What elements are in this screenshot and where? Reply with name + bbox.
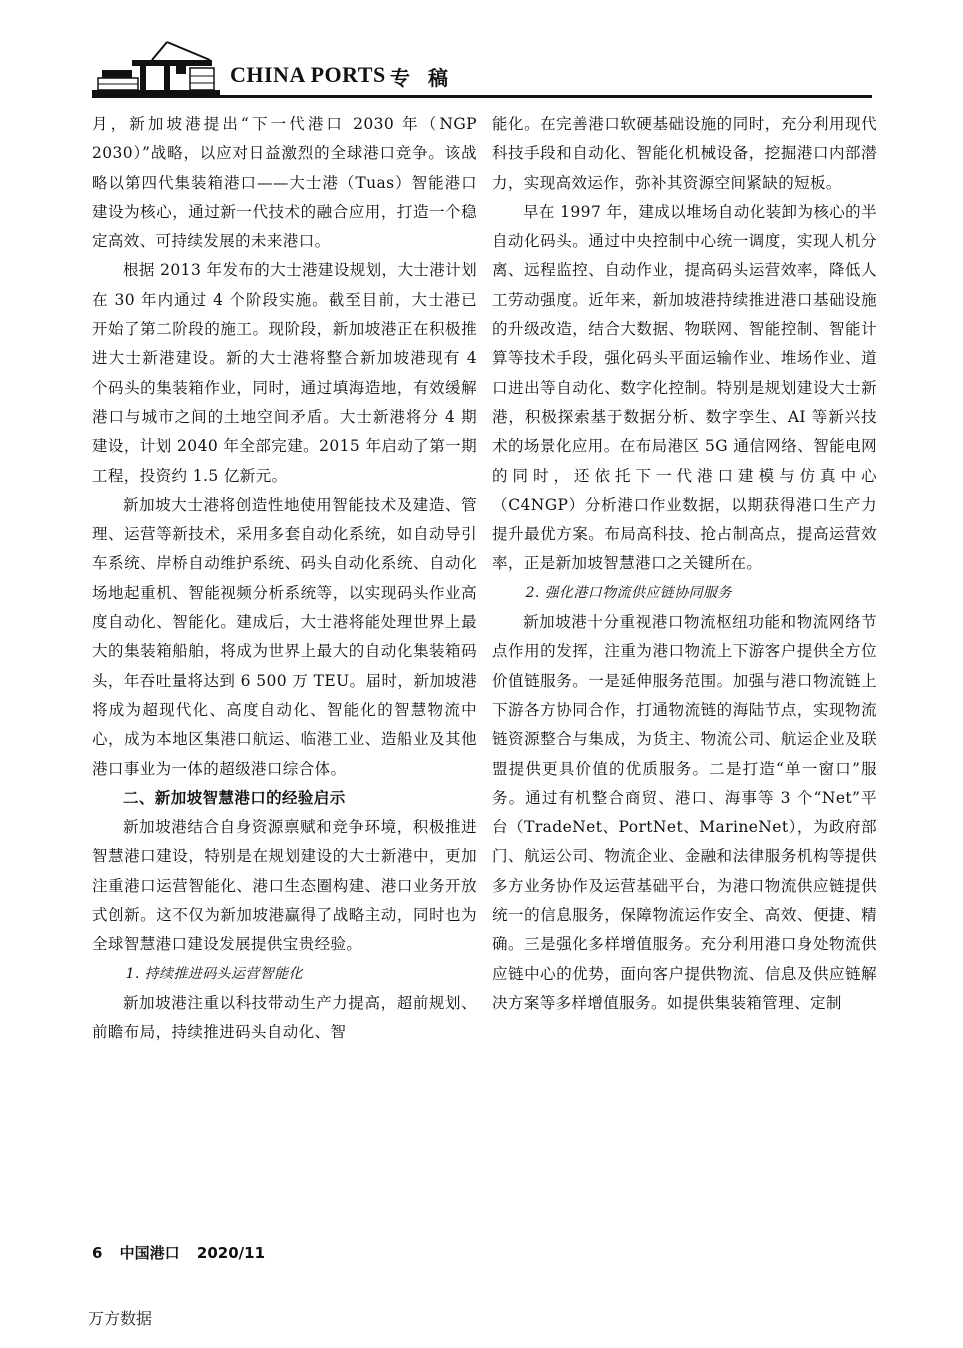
page-header xyxy=(92,38,872,100)
source-watermark: 万方数据 xyxy=(88,1309,153,1328)
section-heading: 二、新加坡智慧港口的经验启示 xyxy=(123,788,346,807)
paragraph: 能化。在完善港口软硬基础设施的同时，充分利用现代科技手段和自动化、智能化机械设备，挖掘港口内部潜力，实现高效运作，弥补其资源空间紧缺的短板。 xyxy=(492,115,877,192)
left-column xyxy=(92,110,477,1048)
paragraph: 月，新加坡港提出“下一代港口 2030 年（NGP 2030）”战略，以应对日益激烈的全球港口竞争。该战略以第四代集装箱港口——大士港（Tuas）智能港口建设为核心，通过新一代技术的融合应用，打造一个稳定高效、可持续发展的未来港口。 xyxy=(92,115,477,251)
page-footer xyxy=(92,1242,277,1263)
paragraph: 早在 1997 年，建成以堆场自动化装卸为核心的半自动化码头。通过中央控制中心统一调度，实现人机分离、远程监控、自动作业，提高码头运营效率，降低人工劳动强度。近年来，新加坡港持续推进港口基础设施的升级改造，结合大数据、物联网、智能控制、智能计算等技术手段，强化码头平面运输作业、堆场作业、道口进出等自动化、数字化控制。特别是规划建设大士新港，积极探索基于数据分析、数字孪生、AI 等新兴技术的场景化应用。在布局港区 5G 通信网络、智能电网的同时，还依托下一代港口建模与仿真中心（C4NGP）分析港口作业数据，以期获得港口生产力提升最优方案。布局高科技、抢占制高点，提高运营效率，正是新加坡智慧港口之关键所在。 xyxy=(492,202,877,573)
issue-date: 2020/11 xyxy=(196,1244,266,1262)
port-crane-icon xyxy=(92,38,222,98)
section-label: 专稿 xyxy=(390,66,466,90)
header-divider xyxy=(92,95,872,98)
paragraph: 根据 2013 年发布的大士港建设规划，大士港计划在 30 年内通过 4 个阶段实施。截至目前，大士港已开始了第二阶段的施工。现阶段，新加坡港正在积极推进大士新港建设。新的大士港将整合新加坡港现有 4 个码头的集装箱作业，同时，通过填海造地，有效缓解港口与城市之间的土地空间矛盾。大士新港将分 4 期建设，计划 2040 年全部完建。2015 年启动了第一期工程，投资约 1.5 亿新元。 xyxy=(92,261,477,485)
subsection-heading: 2. 强化港口物流供应链协同服务 xyxy=(525,584,732,601)
page-number: 6 xyxy=(92,1244,103,1262)
paragraph: 新加坡港注重以科技带动生产力提高，超前规划、前瞻布局，持续推进码头自动化、智 xyxy=(92,993,477,1042)
journal-title: CHINA PORTS xyxy=(230,62,386,87)
journal-name: 中国港口 xyxy=(119,1244,180,1262)
subsection-heading: 1. 持续推进码头运营智能化 xyxy=(125,965,304,982)
paragraph: 新加坡港十分重视港口物流枢纽功能和物流网络节点作用的发挥，注重为港口物流上下游客户提供全方位价值链服务。一是延伸服务范围。加强与港口物流链上下游各方协同合作，打通物流链的海陆节点，实现物流链资源整合与集成，为货主、物流公司、航运企业及联盟提供更具价值的优质服务。二是打造“单一窗口”服务。通过有机整合商贸、港口、海事等 3 个“Net”平台（TradeNet、PortNet、MarineNet），为政府部门、航运公司、物流企业、金融和法律服务机构等提供多方业务协作及运营基础平台，为港口物流供应链提供统一的信息服务，保障物流运作安全、高效、便捷、精确。三是强化多样增值服务。充分利用港口身处物流供应链中心的优势，面向客户提供物流、信息及供应链解决方案等多样增值服务。如提供集装箱管理、定制 xyxy=(492,613,877,1012)
paragraph: 新加坡港结合自身资源禀赋和竞争环境，积极推进智慧港口建设，特别是在规划建设的大士新港中，更加注重港口运营智能化、港口生态圈构建、港口业务开放式创新。这不仅为新加坡港赢得了战略主动，同时也为全球智慧港口建设发展提供宝贵经验。 xyxy=(92,818,477,954)
right-column xyxy=(492,110,877,1018)
paragraph: 新加坡大士港将创造性地使用智能技术及建造、管理、运营等新技术，采用多套自动化系统，如自动导引车系统、岸桥自动维护系统、码头自动化系统、自动化场地起重机、智能视频分析系统等，以实现码头作业高度自动化、智能化。建成后，大士港将能处理世界上最大的集装箱船舶，将成为世界上最大的自动化集装箱码头，年吞吐量将达到 6 500 万 TEU。届时，新加坡港将成为超现代化、高度自动化、智能化的智慧物流中心，成为本地区集港口航运、临港工业、造船业及其他港口事业为一体的超级港口综合体。 xyxy=(92,495,477,778)
